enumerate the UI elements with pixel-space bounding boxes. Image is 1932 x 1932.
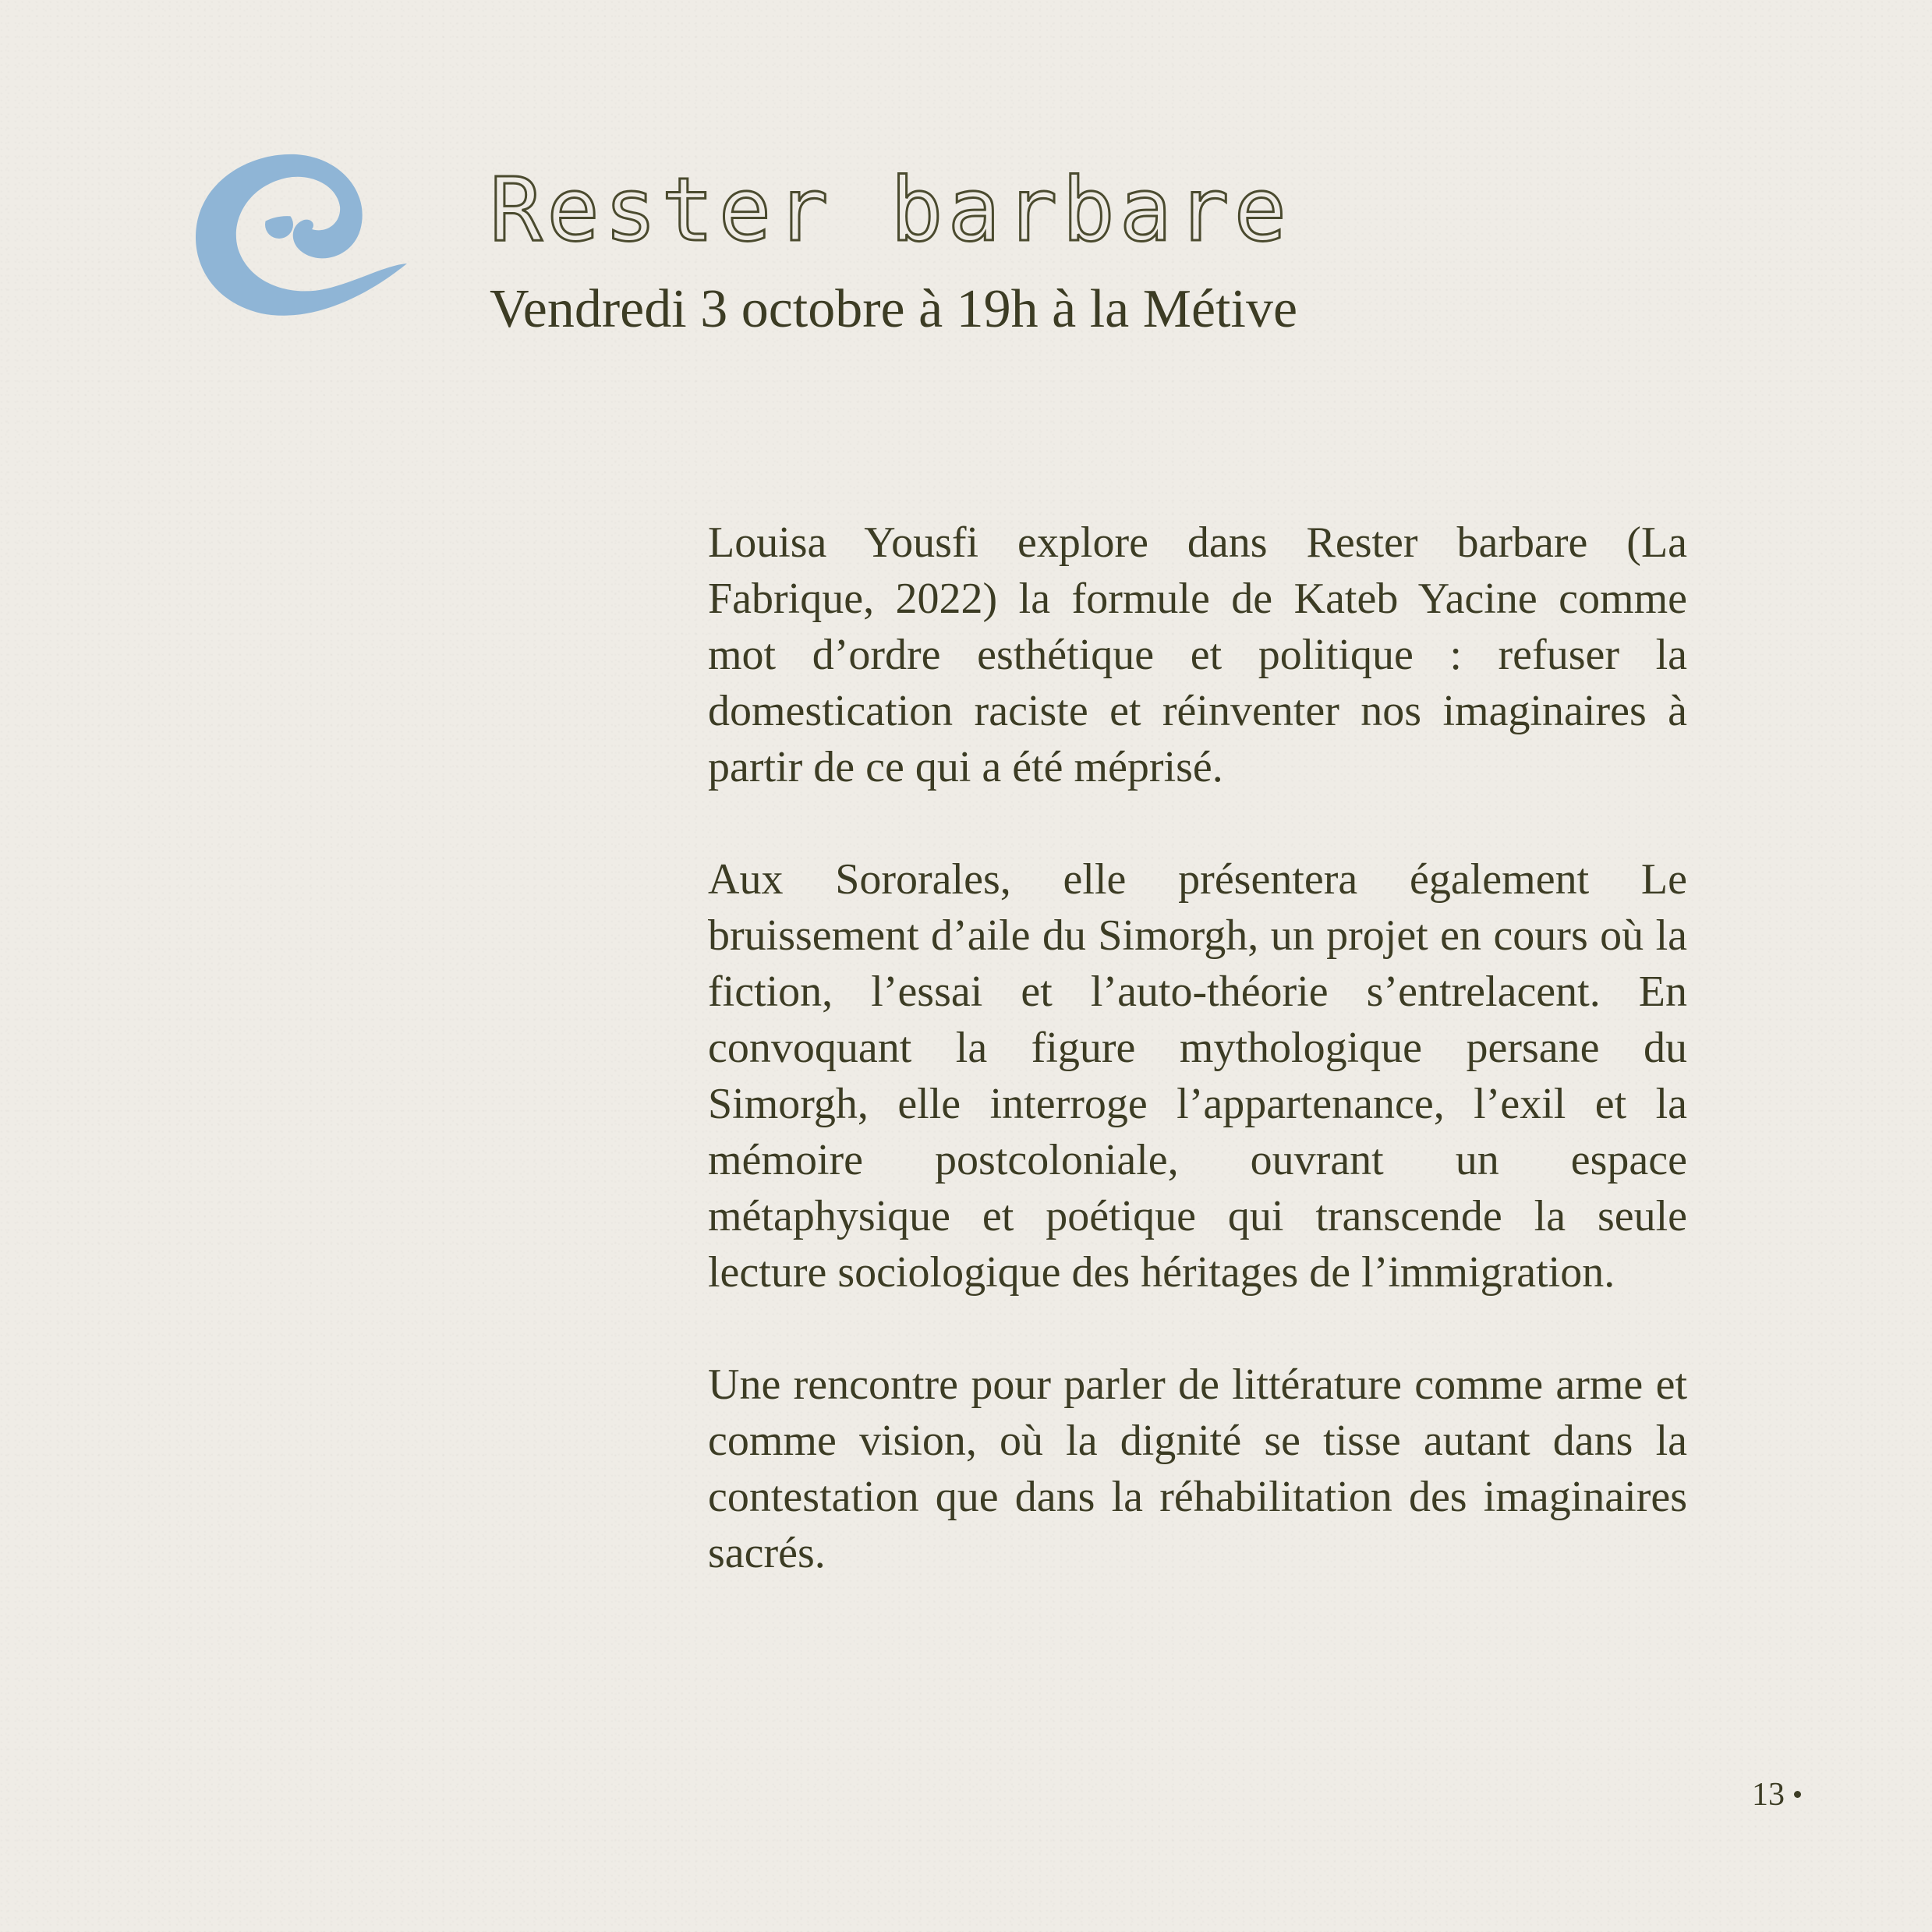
swirl-logo-icon <box>187 148 421 327</box>
paragraph: Louisa Yousfi explore dans Rester barbare (La Fabrique, 2022) la formule de Kateb Yacine comme mot d’ordre esthétique et politique : refuser la domestication raciste et réinventer nos imaginaires à partir de ce qui a été méprisé. <box>708 518 1687 791</box>
page-number <box>1752 1775 1801 1815</box>
swirl-shape <box>196 154 407 316</box>
event-date-subtitle: Vendredi 3 octobre à 19h à la Métive <box>490 279 1298 339</box>
page-number-text: 13 <box>1752 1777 1785 1813</box>
page-title: Rester barbare <box>490 160 1292 261</box>
paragraph: Une rencontre pour parler de littérature comme arme et comme vision, où la dignité se tisse autant dans la contestation que dans la réhabilitation des imaginaires sacrés. <box>708 1361 1687 1577</box>
body-text <box>708 515 1687 1581</box>
paragraph: Aux Sororales, elle présentera également Le bruissement d’aile du Simorgh, un projet en cours où la fiction, l’essai et l’auto-théorie s’entrelacent. En convoquant la figure mythologique persane du Simorgh, elle interroge l’appartenance, l’exil et la mémoire postcoloniale, ouvrant un espace métaphysique et poétique qui transcende la seule lecture sociologique des héritages de l’immigration. <box>708 855 1687 1297</box>
bullet-icon <box>1794 1791 1801 1798</box>
